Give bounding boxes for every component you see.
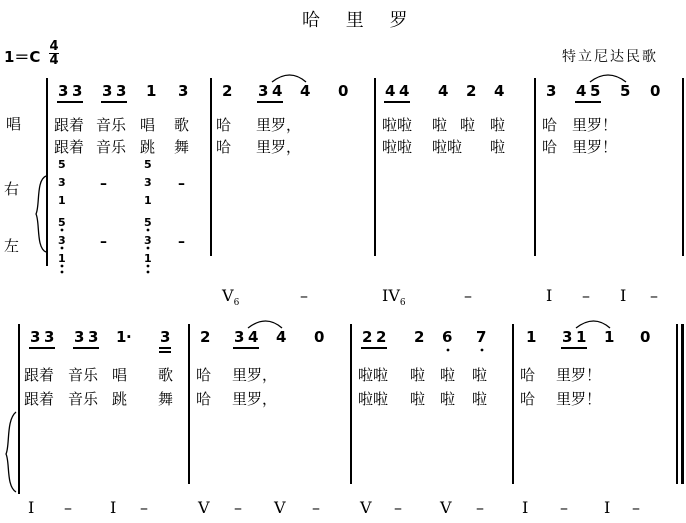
lyric: 哈 xyxy=(542,138,558,156)
note: 1 xyxy=(144,194,152,207)
sustain-dash: – xyxy=(178,234,185,250)
note: 4 xyxy=(272,82,283,100)
note: 1 xyxy=(58,194,66,207)
lyric: 歌 xyxy=(158,366,174,384)
chord-symbol: $IV_6$ xyxy=(382,286,406,309)
lyric: 啦 xyxy=(460,116,476,134)
lyric: 跳 xyxy=(112,390,128,408)
octave-dot xyxy=(61,229,64,232)
lyric: 啦 xyxy=(490,138,506,156)
note: 4 xyxy=(399,82,410,100)
chord-symbol: V xyxy=(274,498,286,517)
note: 5 xyxy=(144,158,152,171)
lyric: 音乐 xyxy=(96,138,127,156)
chord-dash: – xyxy=(560,498,568,517)
note: 1 xyxy=(146,82,157,100)
chord-symbol: $V_6$ xyxy=(222,286,240,309)
note: 3 xyxy=(144,234,152,247)
note: 4 xyxy=(248,328,259,346)
note: 3 xyxy=(234,328,245,346)
octave-dot xyxy=(61,265,64,268)
note: 5 xyxy=(620,82,631,100)
lyric: 音乐 xyxy=(96,116,127,134)
note: 3 xyxy=(546,82,557,100)
lyric: 哈 xyxy=(216,116,232,134)
lyric: 啦 xyxy=(440,390,456,408)
note: 0 xyxy=(650,82,661,100)
note: 7 xyxy=(476,328,487,346)
note: 0 xyxy=(338,82,349,100)
composer-credit: 特立尼达民歌 xyxy=(562,49,658,65)
note: 5 xyxy=(144,216,152,229)
right-hand-label: 右 xyxy=(4,180,20,198)
note: 2 xyxy=(362,328,373,346)
note: 3 xyxy=(72,82,83,100)
lyric: 跟着 xyxy=(54,116,85,134)
lyric: 跟着 xyxy=(54,138,85,156)
lyric: 啦 xyxy=(410,366,426,384)
lyric: 舞 xyxy=(174,138,190,156)
note: 3 xyxy=(58,234,66,247)
lyric: 音乐 xyxy=(68,366,99,384)
note: 3 xyxy=(102,82,113,100)
lyric: 啦 xyxy=(472,366,488,384)
chord-symbol: I xyxy=(604,498,611,517)
lyric: 唱 xyxy=(140,116,156,134)
note: 4 xyxy=(300,82,311,100)
note: 1 xyxy=(526,328,537,346)
octave-dot xyxy=(447,349,450,352)
brace xyxy=(36,176,46,252)
chord-dash: – xyxy=(632,498,640,517)
sustain-dash: – xyxy=(100,234,107,250)
note: 3 xyxy=(562,328,573,346)
lyric: 哈 xyxy=(542,116,558,134)
octave-dot xyxy=(481,349,484,352)
note: 3 xyxy=(160,328,171,346)
chord-dash: – xyxy=(64,498,72,517)
lyric: 啦 xyxy=(432,116,448,134)
left-hand-label: 左 xyxy=(4,237,20,255)
note: 3 xyxy=(44,328,55,346)
chord-dash: – xyxy=(394,498,402,517)
chord-dash: – xyxy=(234,498,242,517)
lyric: 唱 xyxy=(112,366,128,384)
note: 1 xyxy=(116,328,127,346)
lyric: 啦 xyxy=(410,390,426,408)
brace xyxy=(6,412,16,492)
note: 2 xyxy=(376,328,387,346)
time-signature-top: 4 xyxy=(49,39,59,54)
sustain-dash: – xyxy=(178,176,185,192)
note: 4 xyxy=(438,82,449,100)
slur xyxy=(576,321,610,328)
chord-dash: – xyxy=(300,286,308,305)
octave-dot xyxy=(147,229,150,232)
sustain-dash: – xyxy=(100,176,107,192)
note: 1 xyxy=(144,252,152,265)
slur xyxy=(590,75,626,82)
note: 1 xyxy=(58,252,66,265)
note: 3 xyxy=(58,82,69,100)
lyric: 啦 xyxy=(440,366,456,384)
lyric: 音乐 xyxy=(68,390,99,408)
lyric: 啦啦 xyxy=(432,138,463,156)
note: 1 xyxy=(576,328,587,346)
lyric: 里罗， xyxy=(232,390,278,408)
lyric: 哈 xyxy=(196,390,212,408)
chord-symbol: V xyxy=(440,498,452,517)
slur xyxy=(272,75,306,82)
lyric: 啦啦 xyxy=(358,390,389,408)
note: 2 xyxy=(222,82,233,100)
chord-symbol: I xyxy=(546,286,553,305)
lyric: 歌 xyxy=(174,116,190,134)
lyric: 里罗， xyxy=(232,366,278,384)
note: 3 xyxy=(178,82,189,100)
note: 4 xyxy=(385,82,396,100)
note: 5 xyxy=(58,216,66,229)
chord-dash: – xyxy=(650,286,658,305)
dotted-rhythm: · xyxy=(126,328,132,346)
lyric: 里罗， xyxy=(256,138,302,156)
octave-dot xyxy=(147,265,150,268)
chord-dash: – xyxy=(464,286,472,305)
octave-dot xyxy=(147,247,150,250)
lyric: 里罗！ xyxy=(556,390,602,408)
note: 4 xyxy=(576,82,587,100)
chord-symbol: I xyxy=(110,498,117,517)
slur xyxy=(248,321,282,328)
lyric: 跟着 xyxy=(24,390,55,408)
chord-symbol: I xyxy=(28,498,35,517)
lyric: 啦啦 xyxy=(382,116,413,134)
note: 1 xyxy=(604,328,615,346)
octave-dot xyxy=(61,271,64,274)
time-signature-bottom: 4 xyxy=(49,53,59,68)
chord-symbol: I xyxy=(620,286,627,305)
chord-symbol: V xyxy=(198,498,210,517)
note: 3 xyxy=(258,82,269,100)
note: 2 xyxy=(414,328,425,346)
chord-dash: – xyxy=(476,498,484,517)
chord-symbol: V xyxy=(360,498,372,517)
note: 0 xyxy=(640,328,651,346)
lyric: 啦 xyxy=(490,116,506,134)
lyric: 里罗， xyxy=(256,116,302,134)
lyric: 哈 xyxy=(196,366,212,384)
song-title: 哈 里 罗 xyxy=(302,10,418,31)
lyric: 舞 xyxy=(158,390,174,408)
lyric: 里罗！ xyxy=(556,366,602,384)
note: 4 xyxy=(494,82,505,100)
note: 5 xyxy=(590,82,601,100)
note: 2 xyxy=(466,82,477,100)
chord-dash: – xyxy=(140,498,148,517)
note: 3 xyxy=(116,82,127,100)
lyric: 里罗！ xyxy=(572,138,618,156)
lyric: 哈 xyxy=(520,366,536,384)
note: 3 xyxy=(88,328,99,346)
lyric: 啦啦 xyxy=(382,138,413,156)
lyric: 里罗！ xyxy=(572,116,618,134)
note: 0 xyxy=(314,328,325,346)
lyric: 跟着 xyxy=(24,366,55,384)
vocal-part-label: 唱 xyxy=(6,115,22,133)
note: 3 xyxy=(30,328,41,346)
chord-dash: – xyxy=(582,286,590,305)
chord-symbol: I xyxy=(522,498,529,517)
key-signature: 1＝C xyxy=(4,48,41,66)
octave-dot xyxy=(61,247,64,250)
lyric: 跳 xyxy=(140,138,156,156)
lyric: 哈 xyxy=(216,138,232,156)
note: 2 xyxy=(200,328,211,346)
lyric: 啦啦 xyxy=(358,366,389,384)
note: 3 xyxy=(74,328,85,346)
note: 5 xyxy=(58,158,66,171)
note: 3 xyxy=(58,176,66,189)
octave-dot xyxy=(147,271,150,274)
note: 3 xyxy=(144,176,152,189)
chord-dash: – xyxy=(312,498,320,517)
lyric: 啦 xyxy=(472,390,488,408)
note: 4 xyxy=(276,328,287,346)
lyric: 哈 xyxy=(520,390,536,408)
note: 6 xyxy=(442,328,453,346)
